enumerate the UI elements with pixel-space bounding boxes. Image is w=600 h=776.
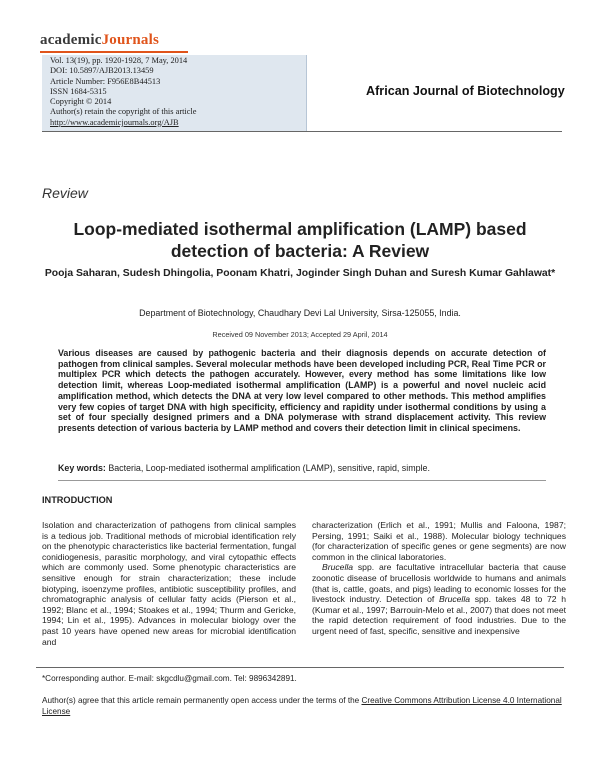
article-title: Loop-mediated isothermal amplification (LAMP) based detection of bacteria: A Review bbox=[73, 219, 527, 261]
meta-rights: Author(s) retain the copyright of this article bbox=[50, 107, 197, 117]
publisher-logo: academicJournals bbox=[40, 32, 160, 48]
corresponding-author: *Corresponding author. E-mail: skgcdlu@gmail.com. Tel: 9896342891. bbox=[42, 674, 297, 683]
keywords bbox=[58, 463, 548, 473]
meta-issn: ISSN 1684-5315 bbox=[50, 86, 107, 96]
meta-article-number: Article Number: F956E8B44513 bbox=[50, 76, 161, 86]
meta-copyright: Copyright © 2014 bbox=[50, 97, 112, 107]
left-column bbox=[42, 520, 296, 647]
header-divider bbox=[42, 131, 562, 132]
section-heading: INTRODUCTION bbox=[42, 495, 113, 505]
footnote-divider bbox=[36, 667, 564, 668]
meta-volume: Vol. 13(19), pp. 1920-1928, 7 May, 2014 bbox=[50, 56, 188, 65]
license-link[interactable]: Creative Commons Attribution License 4.0 International License bbox=[42, 696, 562, 716]
right-column bbox=[312, 520, 566, 637]
meta-doi: DOI: 10.5897/AJB2013.13459 bbox=[50, 66, 154, 76]
article-type-label: Review bbox=[42, 185, 88, 201]
keywords-label: Key words: bbox=[58, 463, 106, 473]
right-column-paragraph-2: Brucella spp. are facultative intracellular bacteria that cause zoonotic disease of brucellosis worldwide to humans and animals (that is, cattle, goats, and pigs) leading to economic losses for the livestock industry. Detection of Brucella spp. takes 48 to 72 h (Kumar et al., 1997; Barrouin-Melo et al., 2007) that does not meet the rapid detection requirement of food industries. Due to the urgent need of fast, specific, sensitive and inexpensive bbox=[312, 562, 566, 636]
received-dates: Received 09 November 2013; Accepted 29 April, 2014 bbox=[212, 330, 388, 339]
license-notice: Author(s) agree that this article remain permanently open access under the terms of the Creative Commons Attribution License 4.0 International License bbox=[42, 696, 562, 716]
abstract: Various diseases are caused by pathogenic bacteria and their diagnosis depends on accurate detection of pathogen from clinical samples. Several molecular methods have been developed including PCR, Real Time PCR or multiplex PCR which detects the pathogen accurately. However, every method has some limitations like low detection limit, whereas Loop-mediated isothermal amplification (LAMP) is a powerful and novel nucleic acid amplification method, which detects the DNA at very low level compared to other methods. This method amplifies very few copies of target DNA with high specificity, efficiency and rapidity under isothermal conditions by using a set of four specially designed primers and a DNA polymerase with strand displacement activity. This review presents detection of various bacteria by LAMP method and covers their detection limit in clinical specimens. bbox=[58, 348, 546, 433]
affiliation: Department of Biotechnology, Chaudhary Devi Lal University, Sirsa-125055, India. bbox=[139, 308, 461, 318]
keywords-divider bbox=[58, 480, 546, 481]
author-list: Pooja Saharan, Sudesh Dhingolia, Poonam Khatri, Joginder Singh Duhan and Suresh Kumar Gahlawat* bbox=[44, 268, 556, 279]
journal-url-link[interactable]: http://www.academicjournals.org/AJB bbox=[50, 117, 179, 127]
keywords-text: Bacteria, Loop-mediated isothermal amplification (LAMP), sensitive, rapid, simple. bbox=[108, 463, 430, 473]
left-column-text: Isolation and characterization of pathogens from clinical samples is a tedious job. Traditional methods of microbial identification rely on the phenotypic characteristics like bacterial fermentation, fungal conidiogenesis, parasitic morphology, and viral cytopathic effects which are commonly used. Some phenotypic characteristics are sensitive enough for strain characterization; these include biotyping, isoenzyme profiles, antibiotic susceptibility profiles, and chromatographic analysis of cellular fatty acids (Pierson et al., 1992; Blanc et al., 1994; Stoakes et al., 1994; Thurm and Gericke, 1994; Lin et al., 1995). Advances in molecular biology over the past 10 years have opened new areas for microbial identification and bbox=[42, 520, 296, 647]
journal-name: African Journal of Biotechnology bbox=[366, 84, 565, 98]
logo-underline bbox=[40, 51, 188, 53]
article-meta bbox=[50, 56, 197, 128]
right-column-paragraph-1: characterization (Erlich et al., 1991; Mullis and Faloona, 1987; Persing, 1991; Saiki et al., 1988). Molecular biology techniques (for characterization of specific genes or gene segments) are now common in the clinical laboratories. bbox=[312, 520, 566, 562]
